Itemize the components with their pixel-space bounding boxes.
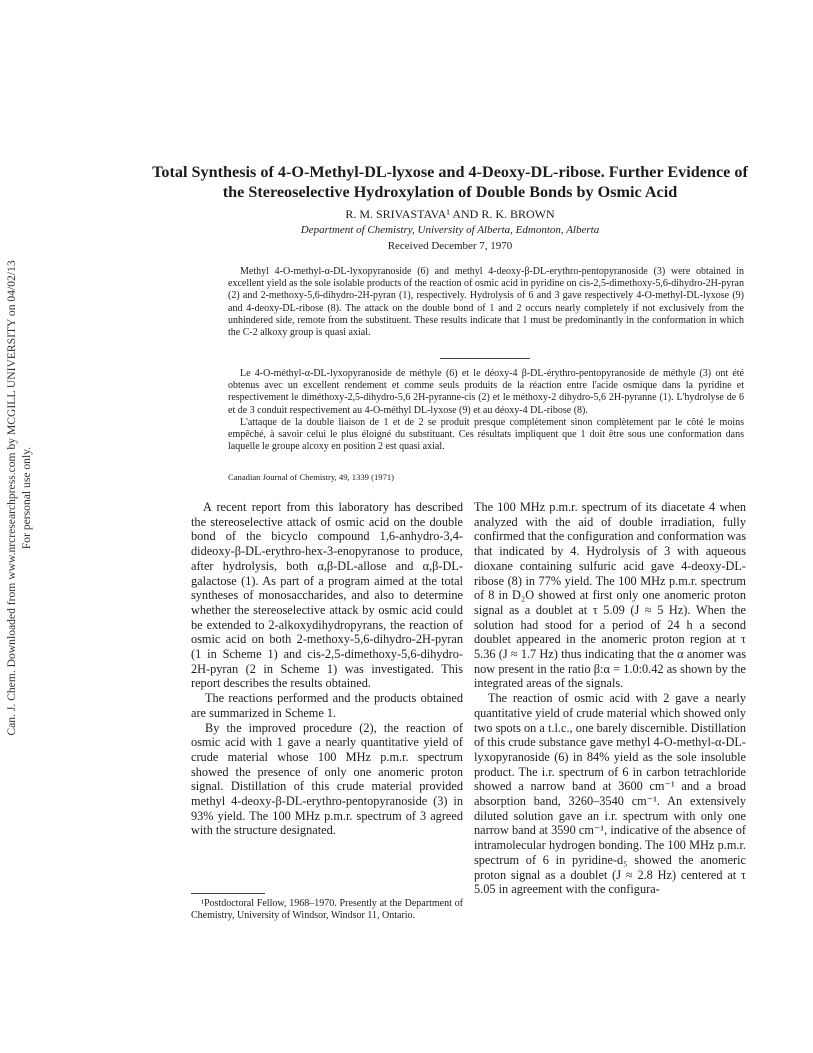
- abstract-french-para-1: Le 4-O-méthyl-α-DL-lyxopyranoside de méthyle (6) et le déoxy-4 β-DL-érythro-pentopyranoside de méthyle (3) ont été obtenus avec un excellent rendement et comme seuls produits de la réaction entre l'acide osmique dans la pyridine et respectivement le diméthoxy-2,5-dihydro-5,6 2H-pyranne-cis (2) et le méthoxy-2 dihydro-5,6 2H-pyranne (1). L'hydrolyse de 6 et de 3 conduit respectivement au 4-O-méthyl DL-lyxose (9) et au déoxy-4 DL-ribose (8).: [228, 368, 744, 416]
- footnote: [191, 898, 463, 922]
- abstract-english: [228, 266, 744, 339]
- authors: R. M. SRIVASTAVA¹ AND R. K. BROWN: [345, 207, 555, 221]
- body-paragraph: The reaction of osmic acid with 2 gave a nearly quantitative yield of crude material which showed only two spots on a t.l.c., one barely discernible. Distillation of this crude substance gave methyl 4-O-methyl-α-DL-lyxopyranoside (6) in 84% yield as the sole insoluble product. The i.r. spectrum of 6 in carbon tetrachloride showed a narrow band at 3600 cm⁻¹ and a broad absorption band, 3260–3540 cm⁻¹. An extensively diluted solution gave an i.r. spectrum with only one narrow band at 3590 cm⁻¹, indicative of the absence of intramolecular hydrogen bonding. The 100 MHz p.m.r. spectrum of 6 in pyridine-d₅ showed the anomeric proton signal as a doublet (J ≈ 2.8 Hz) centered at τ 5.05 in agreement with the configura-: [474, 691, 746, 897]
- download-watermark: [4, 238, 46, 758]
- affiliation: Department of Chemistry, University of Alberta, Edmonton, Alberta: [300, 224, 600, 236]
- footnote-rule: [191, 893, 265, 894]
- article-title: Total Synthesis of 4-O-Methyl-DL-lyxose and 4-Deoxy-DL-ribose. Further Evidence of the Stereoselective Hydroxylation of Double Bonds by Osmic Acid: [152, 163, 748, 201]
- body-column-left: [191, 500, 463, 838]
- body-paragraph: A recent report from this laboratory has described the stereoselective attack of osmic acid on the double bond of the bicyclo compound 1,6-anhydro-3,4-dideoxy-β-DL-erythro-hex-3-enopyranose to produce, after hydrolysis, both α,β-DL-allose and α,β-DL-galactose (1). As part of a program aimed at the total syntheses of monosaccharides, and also to determine whether the stereoselective attack by osmic acid could be extended to 2-alkoxydihydropyrans, the reaction of osmic acid on both 2-methoxy-5,6-dihydro-2H-pyran (1 in Scheme 1) and cis-2,5-dimethoxy-5,6-dihydro-2H-pyran (2 in Scheme 1) was investigated. This report describes the results obtained.: [191, 500, 463, 691]
- watermark-line-1: Can. J. Chem. Downloaded from www.nrcresearchpress.com by MCGILL UNIVERSITY on 04/02/13: [5, 260, 18, 736]
- abstract-french-para-2: L'attaque de la double liaison de 1 et de 2 se produit presque complètement sinon complètement par le côté le moins empêché, à savoir celui le plus éloigné du substituant. Ces résultats impliquent que 1 doit être sous une conformation dans laquelle le groupe alcoxy en position 2 est quasi axial.: [228, 416, 744, 453]
- abstract-french: [228, 368, 744, 453]
- footnote-text: ¹Postdoctoral Fellow, 1968–1970. Presently at the Department of Chemistry, University of Windsor, Windsor 11, Ontario.: [191, 898, 463, 921]
- watermark-line-2: For personal use only.: [20, 446, 33, 550]
- body-paragraph: The 100 MHz p.m.r. spectrum of its diacetate 4 when analyzed with the aid of double irradiation, fully confirmed that the configuration and conformation was that indicated by 4. Hydrolysis of 3 with aqueous dioxane containing sulfuric acid gave 4-deoxy-DL-ribose (8) in 77% yield. The 100 MHz p.m.r. spectrum of 8 in D₂O showed at first only one anomeric proton signal as a doublet at τ 5.09 (J ≈ 5 Hz). When the solution had stood for a period of 24 h a second doublet appeared in the anomeric proton region at τ 5.36 (J ≈ 1.7 Hz) thus indicating that the α anomer was now present in the ratio β:α = 1.0:0.42 as shown by the integrated areas of the signals.: [474, 500, 746, 691]
- abstract-divider: [440, 358, 530, 359]
- body-paragraph: By the improved procedure (2), the reaction of osmic acid with 1 gave a nearly quantitative yield of crude material whose 100 MHz p.m.r. spectrum showed the presence of only one anomeric proton signal. Distillation of this crude material provided methyl 4-deoxy-β-DL-erythro-pentopyranoside (3) in 93% yield. The 100 MHz p.m.r. spectrum of 3 agreed with the structure designated.: [191, 720, 463, 838]
- abstract-english-text: Methyl 4-O-methyl-α-DL-lyxopyranoside (6) and methyl 4-deoxy-β-DL-erythro-pentopyranoside (3) were obtained in excellent yield as the sole isolable products of the reaction of osmic acid in pyridine on cis-2,5-dimethoxy-5,6-dihydro-2H-pyran (2) and 2-methoxy-5,6-dihydro-2H-pyran (1), respectively. Hydrolysis of 6 and 3 gave respectively 4-O-methyl-DL-lyxose (9) and 4-deoxy-DL-ribose (8). The attack on the double bond of 1 and 2 occurs nearly completely if not exclusively from the unhindered side, remote from the substituent. These results indicate that 1 must be predominantly in the conformation in which the C-2 alkoxy group is quasi axial.: [228, 266, 744, 339]
- received-date: Received December 7, 1970: [387, 240, 513, 252]
- body-column-right: [474, 500, 746, 897]
- journal-citation: Canadian Journal of Chemistry, 49, 1339 (1971): [228, 472, 395, 482]
- body-paragraph: The reactions performed and the products obtained are summarized in Scheme 1.: [191, 691, 463, 720]
